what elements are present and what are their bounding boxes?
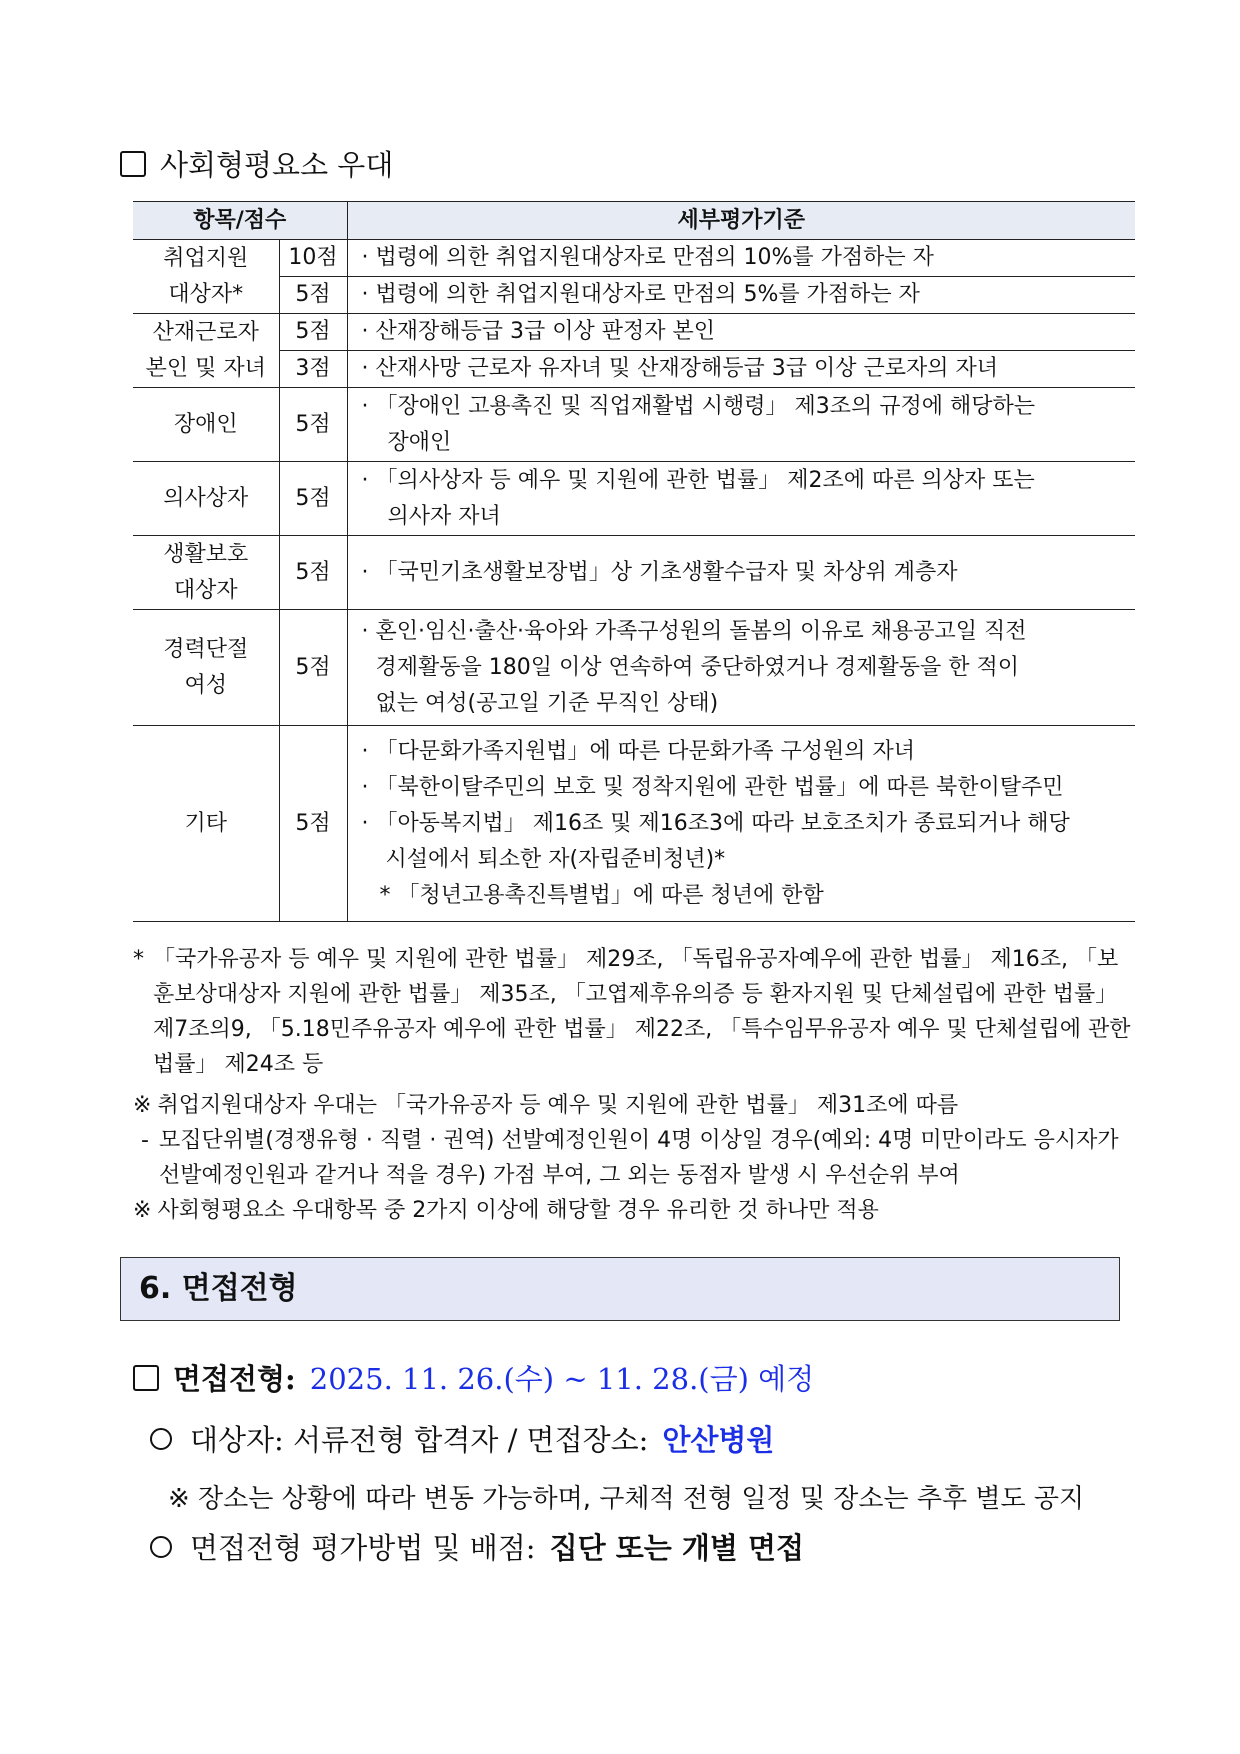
- section-band-interview: 6. 면접전형: [120, 1257, 1120, 1321]
- table-header-row: [133, 202, 1135, 240]
- section-heading-social-equity: [120, 143, 393, 184]
- interview-target-label: 대상자: 서류전형 합격자 / 면접장소:: [190, 1423, 649, 1457]
- interview-method: 집단 또는 개별 면접: [549, 1531, 804, 1565]
- category-disabled: 장애인: [133, 388, 279, 462]
- checkbox-square-icon: [133, 1365, 159, 1391]
- category-career: 경력단절 여성: [133, 610, 279, 726]
- footnote-star: * 「국가유공자 등 예우 및 지원에 관한 법률」 제29조, 「독립유공자예우에 관한 법률」 제16조, 「보훈보상대상자 지원에 관한 법률」 제35조, 「고엽제후유의증 등 환자지원 및 단체설립에 관한 법률」 제7조의9, 「5.18민주유공자 예우에 관한 법률」 제22조, 「특수임무유공자 예우 및 단체설립에 관한 법률」 제24조 등: [133, 947, 1131, 1077]
- criteria-cell: · 산재장해등급 3급 이상 판정자 본인: [347, 314, 1135, 351]
- table-row: [133, 462, 1135, 536]
- checkbox-square-icon: [120, 151, 146, 177]
- score-cell: 5점: [279, 536, 347, 610]
- circle-bullet-icon: [150, 1536, 172, 1558]
- category-welfare: 생활보호 대상자: [133, 536, 279, 610]
- interview-place-note: ※ 장소는 상황에 따라 변동 가능하며, 구체적 전형 일정 및 장소는 추후 별도 공지: [168, 1484, 1085, 1514]
- table-row: [133, 536, 1135, 610]
- score-cell: 5점: [279, 388, 347, 462]
- criteria-cell: · 혼인·임신·출산·육아와 가족구성원의 돌봄의 이유로 채용공고일 직전 경제활동을 180일 이상 연속하여 중단하였거나 경제활동을 한 적이 없는 여성(공고일 기준 무직인 상태): [347, 610, 1135, 726]
- interview-place: 안산병원: [662, 1423, 775, 1457]
- interview-method-line: [150, 1526, 804, 1567]
- interview-label: 면접전형:: [173, 1362, 296, 1396]
- interview-target-line: [150, 1418, 774, 1459]
- criteria-cell: · 법령에 의한 취업지원대상자로 만점의 5%를 가점하는 자: [347, 277, 1135, 314]
- note-reference-2: ※ 사회형평요소 우대항목 중 2가지 이상에 해당할 경우 유리한 것 하나만 적용: [133, 1198, 879, 1223]
- score-cell: 5점: [279, 277, 347, 314]
- category-righteous: 의사상자: [133, 462, 279, 536]
- category-employment: 취업지원 대상자*: [133, 240, 279, 314]
- criteria-cell: · 산재사망 근로자 유자녀 및 산재장해등급 3급 이상 근로자의 자녀: [347, 351, 1135, 388]
- note-reference-1: ※ 취업지원대상자 우대는 「국가유공자 등 예우 및 지원에 관한 법률」 제31조에 따름: [133, 1093, 959, 1118]
- table-row: [133, 726, 1135, 922]
- interview-date-line: [133, 1357, 814, 1398]
- table-row: [133, 610, 1135, 726]
- criteria-cell: · 「다문화가족지원법」에 따른 다문화가족 구성원의 자녀 · 「북한이탈주민의 보호 및 정착지원에 관한 법률」에 따른 북한이탈주민 · 「아동복지법」 제16조 및 제16조3에 따라 보호조치가 종료되거나 해당 시설에서 퇴소한 자(자립준비청년)* * 「청년고용촉진특별법」에 따른 청년에 한함: [347, 726, 1135, 922]
- score-cell: 3점: [279, 351, 347, 388]
- interview-method-label: 면접전형 평가방법 및 배점:: [190, 1531, 536, 1565]
- table-row: [133, 314, 1135, 351]
- footnotes: [133, 942, 1133, 1228]
- score-cell: 10점: [279, 240, 347, 277]
- criteria-cell: · 법령에 의한 취업지원대상자로 만점의 10%를 가점하는 자: [347, 240, 1135, 277]
- header-criteria: 세부평가기준: [347, 202, 1135, 240]
- section-heading-text: 사회형평요소 우대: [160, 148, 394, 182]
- table-row: [133, 277, 1135, 314]
- score-cell: 5점: [279, 610, 347, 726]
- interview-date: 2025. 11. 26.(수) ~ 11. 28.(금) 예정: [309, 1362, 815, 1396]
- score-cell: 5점: [279, 726, 347, 922]
- table-row: [133, 240, 1135, 277]
- table-row: [133, 388, 1135, 462]
- score-cell: 5점: [279, 462, 347, 536]
- note-dash: - 모집단위별(경쟁유형 · 직렬 · 권역) 선발예정인원이 4명 이상일 경우(예외: 4명 미만이라도 응시자가 선발예정인원과 같거나 적을 경우) 가점 부여, 그 외는 동점자 발생 시 우선순위 부여: [141, 1128, 1119, 1188]
- criteria-cell: · 「의사상자 등 예우 및 지원에 관한 법률」 제2조에 따른 의상자 또는 의사자 자녀: [347, 462, 1135, 536]
- table-row: [133, 351, 1135, 388]
- criteria-cell: · 「장애인 고용촉진 및 직업재활법 시행령」 제3조의 규정에 해당하는 장애인: [347, 388, 1135, 462]
- criteria-cell: · 「국민기초생활보장법」상 기초생활수급자 및 차상위 계층자: [347, 536, 1135, 610]
- header-item-score: 항목/점수: [133, 202, 347, 240]
- category-other: 기타: [133, 726, 279, 922]
- circle-bullet-icon: [150, 1428, 172, 1450]
- social-equity-table: [133, 201, 1135, 922]
- score-cell: 5점: [279, 314, 347, 351]
- category-industrial: 산재근로자 본인 및 자녀: [133, 314, 279, 388]
